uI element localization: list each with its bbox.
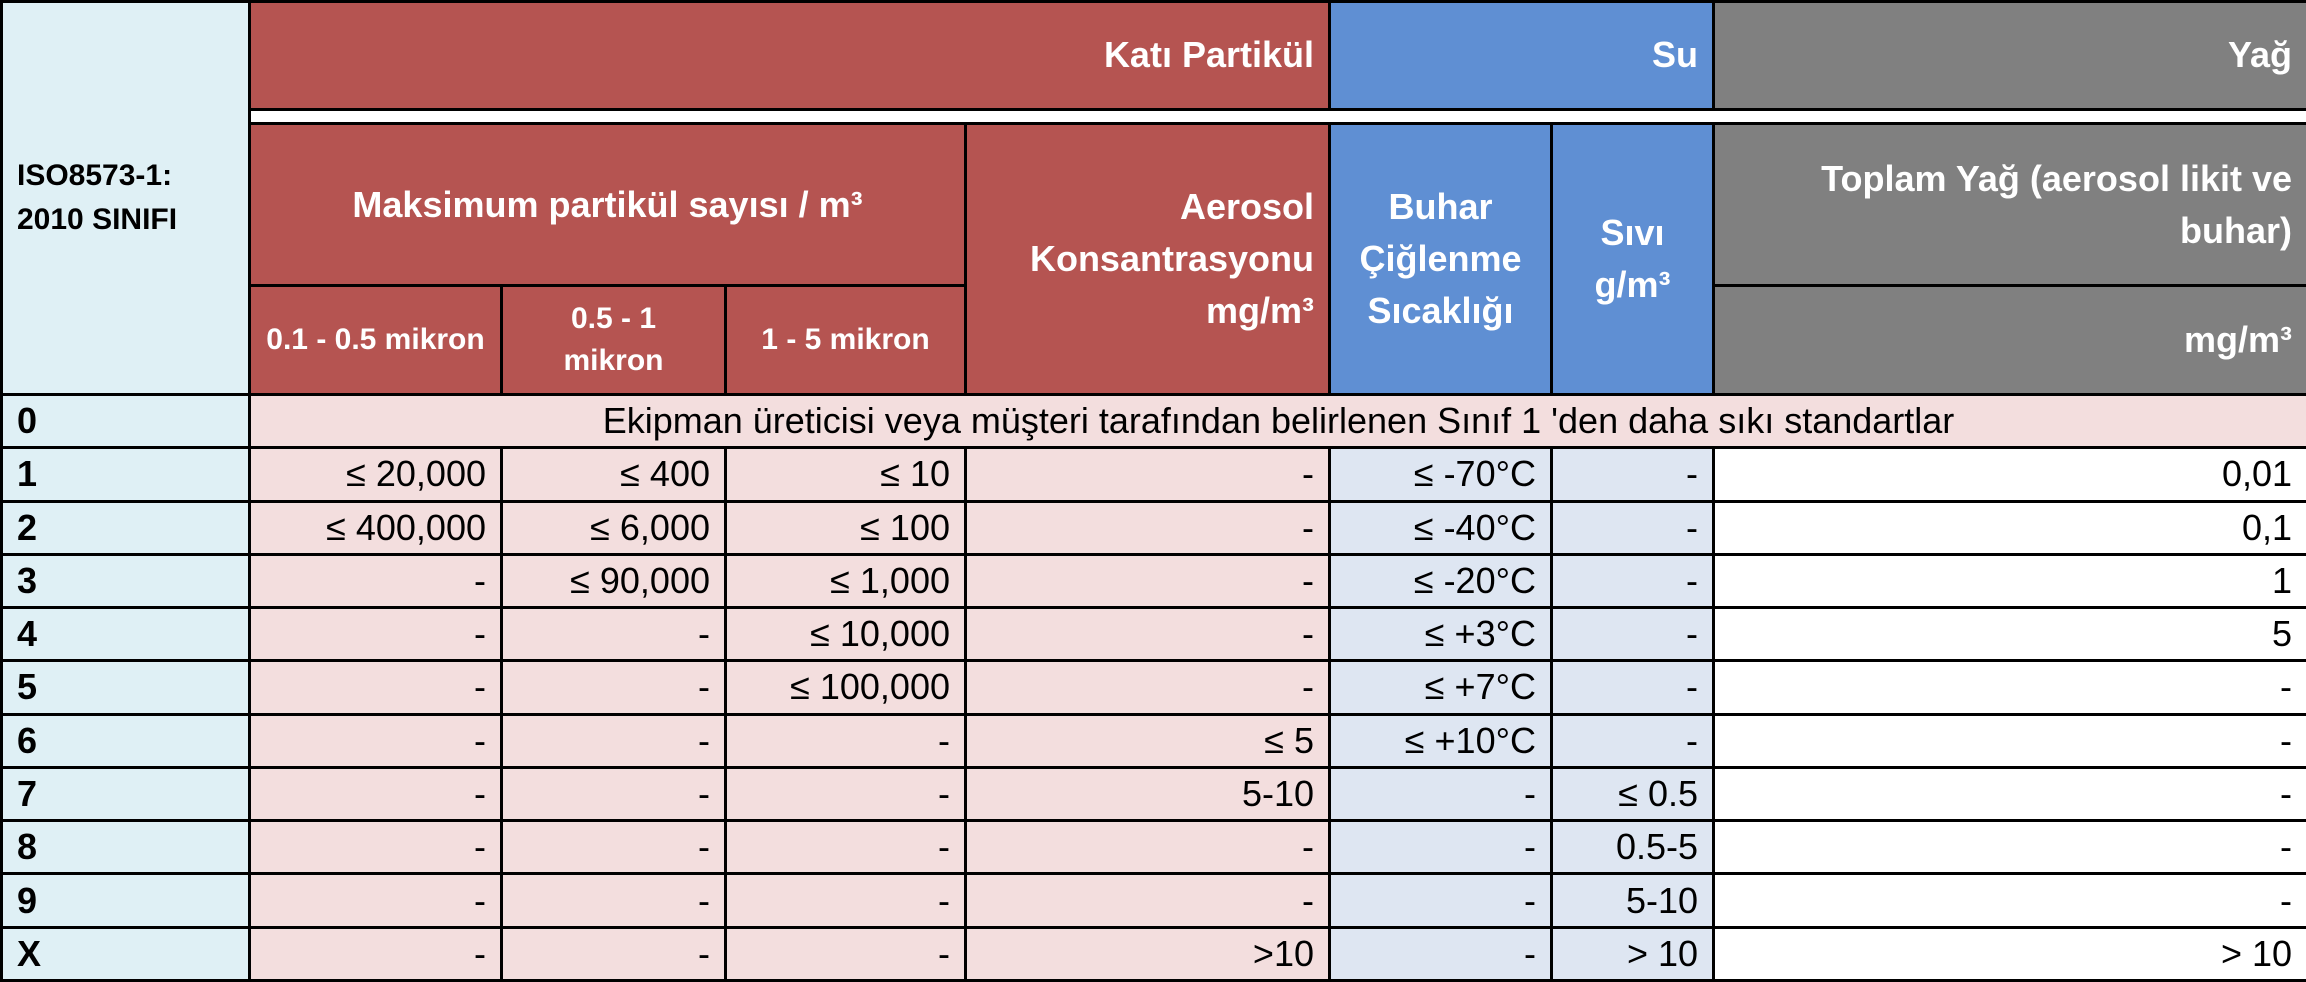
aerosol-cell: - [966, 821, 1330, 874]
vapour-cell: ≤ -40°C [1330, 501, 1552, 554]
vapour-cell: ≤ -70°C [1330, 448, 1552, 501]
class-column-header: ISO8573-1: 2010 SINIFI [2, 2, 250, 395]
oil-unit-header: mg/m³ [1714, 286, 2306, 395]
aerosol-cell: ≤ 5 [966, 714, 1330, 767]
particle-0-5-1-cell: ≤ 90,000 [502, 554, 726, 607]
oil-cell: 1 [1714, 554, 2306, 607]
water-group-header: Su [1330, 2, 1714, 110]
particle-0-1-0-5-cell: ≤ 20,000 [250, 448, 502, 501]
particle-1-5-cell: - [726, 821, 966, 874]
class-cell: 2 [2, 501, 250, 554]
particle-1-5-cell: ≤ 100 [726, 501, 966, 554]
particle-0-5-1-cell: - [502, 767, 726, 820]
table-row [2, 821, 2306, 874]
particle-0-1-0-5-cell: - [250, 821, 502, 874]
aerosol-cell: - [966, 608, 1330, 661]
vapour-cell: - [1330, 874, 1552, 927]
table-row [2, 767, 2306, 820]
particle-0-1-0-5-cell: - [250, 767, 502, 820]
particle-0-5-1-cell: - [502, 927, 726, 980]
table-row [2, 501, 2306, 554]
liquid-cell: > 10 [1552, 927, 1714, 980]
class-cell: 9 [2, 874, 250, 927]
table-row [2, 608, 2306, 661]
liquid-cell: - [1552, 501, 1714, 554]
particle-0-5-1-cell: - [502, 661, 726, 714]
particle-0-1-0-5-cell: - [250, 927, 502, 980]
particle-1-5-cell: - [726, 927, 966, 980]
aerosol-cell: - [966, 874, 1330, 927]
liquid-cell: - [1552, 661, 1714, 714]
table-row [2, 927, 2306, 980]
particle-count-header: Maksimum partikül sayısı / m³ [250, 123, 966, 286]
table-row [2, 661, 2306, 714]
liquid-cell: - [1552, 714, 1714, 767]
particle-1-5-cell: - [726, 874, 966, 927]
particle-size-1-5-header: 1 - 5 mikron [726, 286, 966, 395]
oil-cell: - [1714, 767, 2306, 820]
aerosol-cell: >10 [966, 927, 1330, 980]
aerosol-cell: - [966, 661, 1330, 714]
class-cell: 8 [2, 821, 250, 874]
aerosol-cell: - [966, 501, 1330, 554]
table-row [2, 448, 2306, 501]
class-cell: X [2, 927, 250, 980]
vapour-cell: ≤ +3°C [1330, 608, 1552, 661]
solid-particle-group-header: Katı Partikül [250, 2, 1330, 110]
particle-0-5-1-cell: - [502, 608, 726, 661]
particle-0-5-1-cell: - [502, 874, 726, 927]
particle-1-5-cell: ≤ 10 [726, 448, 966, 501]
particle-0-5-1-cell: ≤ 400 [502, 448, 726, 501]
aerosol-cell: - [966, 448, 1330, 501]
particle-1-5-cell: ≤ 1,000 [726, 554, 966, 607]
particle-0-1-0-5-cell: - [250, 661, 502, 714]
class-cell: 1 [2, 448, 250, 501]
particle-size-0-5-1-header: 0.5 - 1 mikron [502, 286, 726, 395]
class-0-note: Ekipman üreticisi veya müşteri tarafından belirlenen Sınıf 1 'den daha sıkı standartlar [250, 395, 2306, 448]
oil-cell: 0,01 [1714, 448, 2306, 501]
particle-0-1-0-5-cell: - [250, 714, 502, 767]
particle-1-5-cell: - [726, 767, 966, 820]
vapour-cell: ≤ -20°C [1330, 554, 1552, 607]
liquid-cell: 5-10 [1552, 874, 1714, 927]
total-oil-header: Toplam Yağ (aerosol likit ve buhar) [1714, 123, 2306, 286]
vapour-cell: - [1330, 821, 1552, 874]
particle-0-1-0-5-cell: ≤ 400,000 [250, 501, 502, 554]
particle-0-5-1-cell: - [502, 821, 726, 874]
particle-1-5-cell: ≤ 10,000 [726, 608, 966, 661]
liquid-cell: - [1552, 608, 1714, 661]
table-row [2, 714, 2306, 767]
vapour-cell: - [1330, 767, 1552, 820]
particle-1-5-cell: ≤ 100,000 [726, 661, 966, 714]
particle-0-1-0-5-cell: - [250, 554, 502, 607]
class-cell: 0 [2, 395, 250, 448]
particle-1-5-cell: - [726, 714, 966, 767]
table-row [2, 554, 2306, 607]
table-row [2, 874, 2306, 927]
liquid-cell: - [1552, 448, 1714, 501]
particle-0-1-0-5-cell: - [250, 608, 502, 661]
table-row-class-0 [2, 395, 2306, 448]
vapour-cell: ≤ +7°C [1330, 661, 1552, 714]
class-cell: 7 [2, 767, 250, 820]
aerosol-cell: - [966, 554, 1330, 607]
oil-cell: 0,1 [1714, 501, 2306, 554]
class-cell: 5 [2, 661, 250, 714]
vapour-cell: - [1330, 927, 1552, 980]
oil-cell: - [1714, 661, 2306, 714]
liquid-cell: ≤ 0.5 [1552, 767, 1714, 820]
class-cell: 6 [2, 714, 250, 767]
liquid-water-header: Sıvı g/m³ [1552, 123, 1714, 394]
oil-cell: - [1714, 874, 2306, 927]
particle-0-5-1-cell: ≤ 6,000 [502, 501, 726, 554]
vapour-dewpoint-header: Buhar Çiğlenme Sıcaklığı [1330, 123, 1552, 394]
vapour-cell: ≤ +10°C [1330, 714, 1552, 767]
oil-cell: - [1714, 714, 2306, 767]
liquid-cell: 0.5-5 [1552, 821, 1714, 874]
particle-0-5-1-cell: - [502, 714, 726, 767]
oil-group-header: Yağ [1714, 2, 2306, 110]
aerosol-header: Aerosol Konsantrasyonu mg/m³ [966, 123, 1330, 394]
oil-cell: 5 [1714, 608, 2306, 661]
aerosol-cell: 5-10 [966, 767, 1330, 820]
oil-cell: > 10 [1714, 927, 2306, 980]
particle-0-1-0-5-cell: - [250, 874, 502, 927]
particle-size-0-1-0-5-header: 0.1 - 0.5 mikron [250, 286, 502, 395]
class-cell: 3 [2, 554, 250, 607]
liquid-cell: - [1552, 554, 1714, 607]
oil-cell: - [1714, 821, 2306, 874]
class-cell: 4 [2, 608, 250, 661]
